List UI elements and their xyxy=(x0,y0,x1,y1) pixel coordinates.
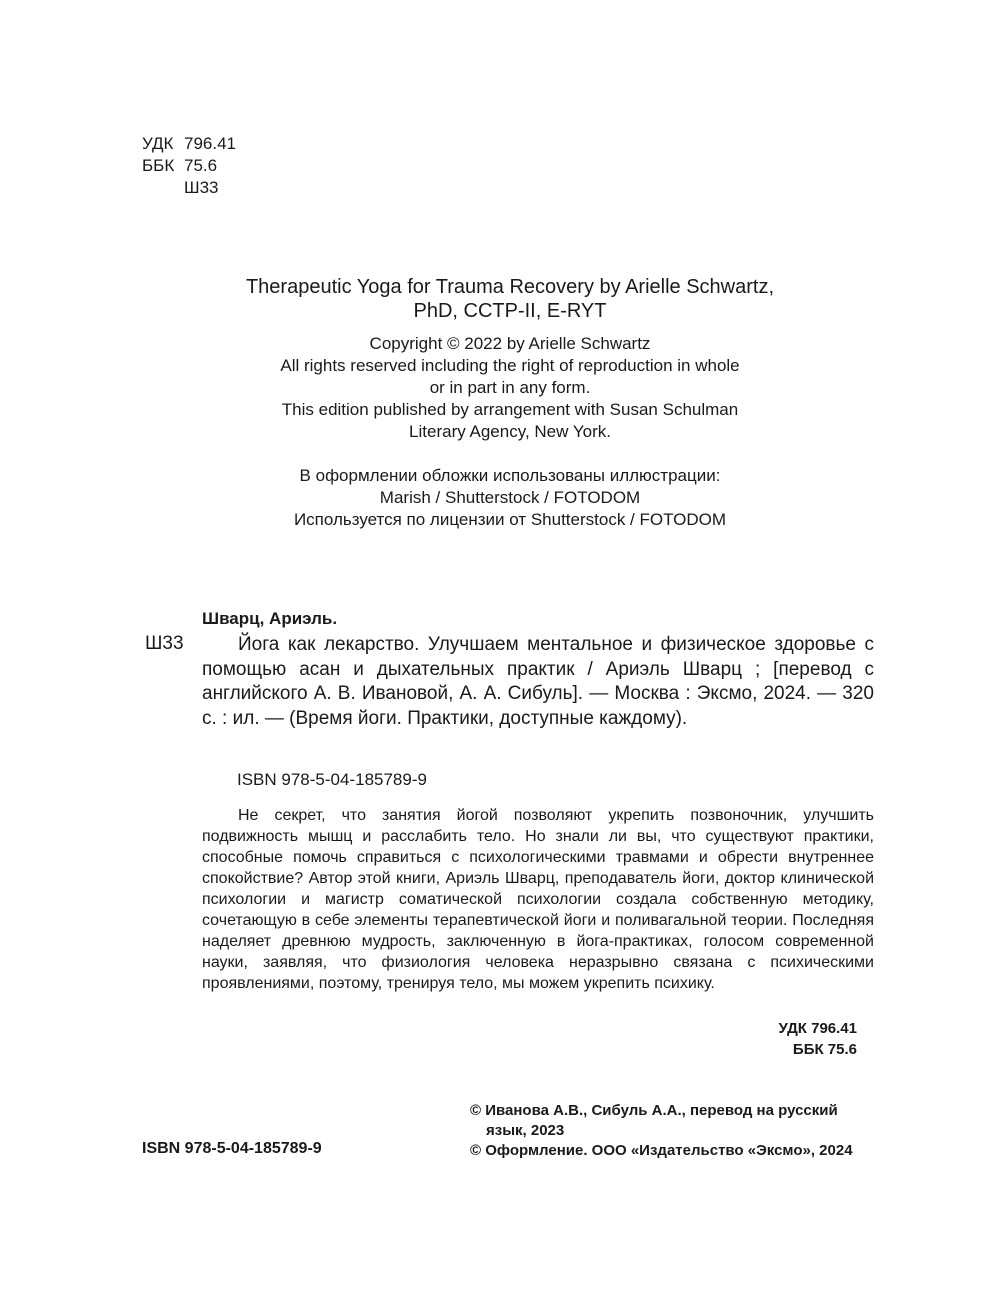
copyright-line: This edition published by arrangement with Susan Schulman xyxy=(281,400,739,419)
footer-copyrights xyxy=(470,1101,890,1161)
copyright-line: or in part in any form. xyxy=(429,378,591,397)
bbk-bottom-line: ББК 75.6 xyxy=(792,1041,857,1058)
classification-codes xyxy=(142,133,236,199)
isbn-footer: ISBN 978-5-04-185789-9 xyxy=(142,1140,322,1157)
bibliographic-description: Йога как лекарство. Улучшаем ментальное и физическое здоровье с помощью асан и дыхательных практик / Ариэль Шварц ; [перевод с английского А. В. Ивановой, А. А. Сибуль]. — Москва : Эксмо, 2024. — 320 с. : ил. — (Время йоги. Практики, доступные каждому). xyxy=(202,634,874,729)
design-copyright: © Оформление. ООО «Издательство «Эксмо», 2024 xyxy=(470,1142,853,1159)
classification-bottom xyxy=(700,1018,857,1060)
udk-bottom-line: УДК 796.41 xyxy=(778,1020,857,1037)
copyright-line: Literary Agency, New York. xyxy=(409,422,611,441)
bbk-label: ББК xyxy=(142,156,175,175)
author-heading: Шварц, Ариэль. xyxy=(202,609,338,628)
isbn-entry: ISBN 978-5-04-185789-9 xyxy=(237,770,427,789)
copyright-line: Copyright © 2022 by Arielle Schwartz xyxy=(369,334,651,353)
copyright-notice xyxy=(160,333,860,443)
annotation-text: Не секрет, что занятия йогой позволяют укрепить позвоночник, улучшить подвижность мышц и расслабить тело. Но знали ли вы, что существуют практики, способные помочь справиться с психологическими травмами и обрести внутреннее спокойствие? Автор этой книги, Ариэль Шварц, преподаватель йоги, доктор клинической психологии и магистр соматической психологии создала собственную методику, сочетающую в себе элементы терапевтической йоги и поливагальной теории. Последняя наделяет древнюю мудрость, заключенную в йога-практиках, голосом современной науки, заявляя, что физиология человека неразрывно связана с психическими проявлениями, поэтому, тренируя тело, мы можем укрепить психику. xyxy=(202,807,874,992)
cover-credit-line: В оформлении обложки использованы иллюстрации: xyxy=(299,466,721,485)
original-title-line: Therapeutic Yoga for Trauma Recovery by Arielle Schwartz, xyxy=(245,276,775,298)
original-title xyxy=(160,275,860,323)
translation-copyright-cont: язык, 2023 xyxy=(486,1122,565,1139)
copyright-line: All rights reserved including the right of reproduction in whole xyxy=(280,356,740,375)
udk-label: УДК xyxy=(142,134,174,153)
cover-credits xyxy=(160,465,860,531)
author-code: Ш33 xyxy=(184,178,219,197)
cover-credit-line: Используется по лицензии от Shutterstock / FOTODOM xyxy=(293,510,727,529)
bibliographic-code: Ш33 xyxy=(145,633,184,654)
bbk-value: 75.6 xyxy=(184,156,218,175)
cover-credit-line: Marish / Shutterstock / FOTODOM xyxy=(379,488,641,507)
udk-value: 796.41 xyxy=(184,134,236,153)
original-title-line: PhD, CCTP-II, E-RYT xyxy=(413,300,607,322)
translation-copyright: © Иванова А.В., Сибуль А.А., перевод на русский xyxy=(470,1102,838,1119)
